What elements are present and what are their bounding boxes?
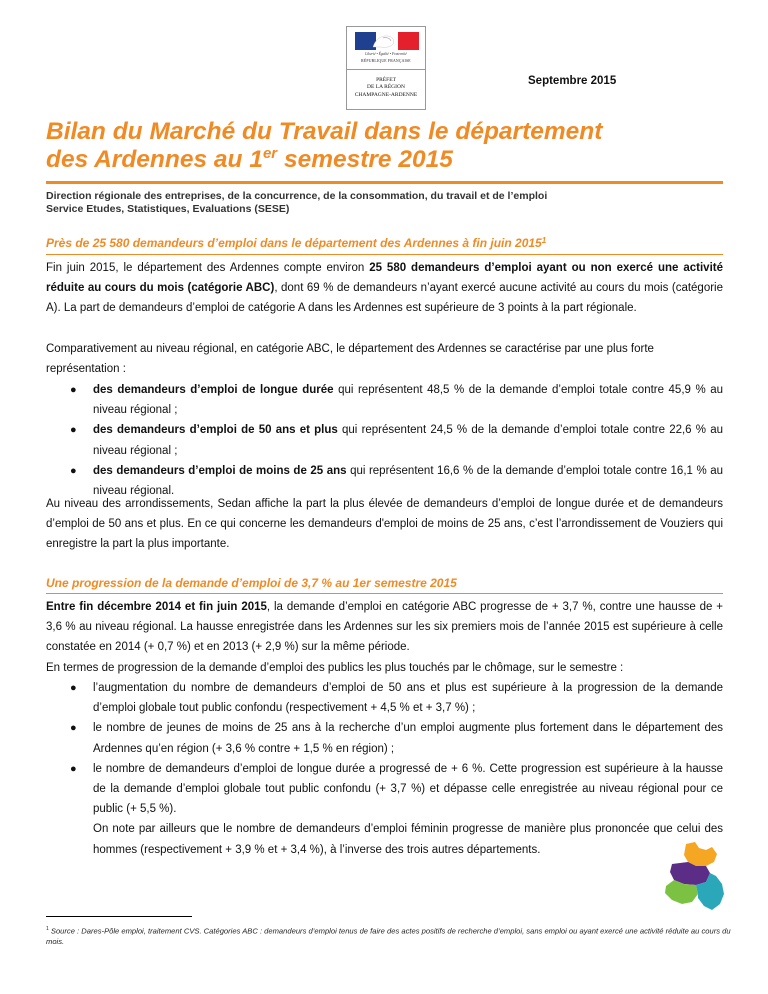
marianne-emblem — [347, 27, 425, 70]
section-2-paragraph-1 — [46, 597, 723, 658]
list-item — [46, 718, 723, 758]
section-1-heading-text: Près de 25 580 demandeurs d’emploi dans le département des Ardennes à fin juin 2015 — [46, 236, 542, 250]
directorate-block — [46, 190, 736, 216]
list-item — [46, 678, 723, 718]
footnote-ref: 1 — [541, 236, 547, 245]
prefecture-logo — [346, 26, 426, 110]
bullet-bold-text: des demandeurs d’emploi de moins de 25 ans — [93, 464, 347, 477]
title-superscript: er — [262, 145, 278, 162]
section-1-heading — [46, 236, 546, 250]
section-1-rule — [46, 254, 723, 255]
prefet-caption — [347, 77, 425, 99]
paragraph-bold-text: 25 580 demandeurs d’emploi ayant ou non exercé une activité réduite au cours du mois (catégorie ABC) — [46, 262, 723, 295]
title-underline — [46, 181, 723, 184]
champagne-ardenne-map-icon — [662, 842, 726, 912]
note-text: On note par ailleurs que le nombre de demandeurs d’emploi féminin progresse de manière plus prononcée que celui des hommes (respectivement + 3,9 % et + 3,4 %), à l’inverse des trois autres départements. — [93, 823, 723, 856]
document-title — [46, 118, 736, 174]
paragraph-text: , la demande d’emploi en catégorie ABC progresse de + 3,7 %, contre une hausse de + 3,6 % au niveau régional. La hausse enregistrée dans les Ardennes sur les six premiers mois de l’année 2015 est supérieure à celle constatée en 2014 (+ 0,7 %) et en 2013 (+ 2,9 %) sur la même période. — [46, 601, 723, 654]
prefet-line: PRÉFET — [376, 77, 396, 83]
map-ardennes — [684, 842, 717, 866]
prefet-line: CHAMPAGNE-ARDENNE — [354, 91, 418, 98]
marianne-flag-icon — [355, 32, 419, 50]
list-item — [46, 380, 723, 420]
service-name: Service Etudes, Statistiques, Evaluations (SESE) — [46, 203, 290, 215]
bullet-icon: ● — [70, 682, 77, 694]
bullet-text: qui représentent 16,6 % de la demande d’emploi totale contre 16,1 % au niveau régional. — [93, 464, 723, 498]
publication-date: Septembre 2015 — [528, 75, 617, 87]
bullet-icon: ● — [70, 424, 77, 437]
title-part-1: Bilan du Marché du Travail dans le département — [46, 118, 603, 145]
bullet-icon: ● — [70, 722, 77, 735]
paragraph-bold-text: Entre fin décembre 2014 et fin juin 2015 — [46, 601, 267, 613]
paragraph-text: Fin juin 2015, le département des Ardennes compte environ — [46, 262, 370, 274]
bullet-icon: ● — [70, 384, 77, 396]
section-1-paragraph-1 — [46, 258, 723, 319]
footnote-rule — [46, 916, 192, 917]
paragraph-text: , dont 69 % de demandeurs n’ayant exercé aucune activité au cours du mois (catégorie A). La part de demandeurs d’emploi de catégorie A dans les Ardennes est supérieure de 3 points à la part régionale. — [46, 282, 723, 315]
section-2-heading: Une progression de la demande d’emploi de 3,7 % au 1er semestre 2015 — [46, 576, 457, 590]
footnote-text: Source : Dares-Pôle emploi, traitement CVS. Catégories ABC : demandeurs d’emploi tenus de faire des actes positifs de recherche d’emploi, sans emploi ou ayant exercé une activité réduite au cours du mois. — [46, 926, 731, 947]
footnote-marker: 1 — [46, 926, 49, 932]
bullet-text: le nombre de demandeurs d’emploi de longue durée a progressé de + 6 %. Cette progression est supérieure à la hausse de la demande d’emploi globale tout public confondu (+ 3,7 %) et dépasse celle enregistrée au niveau régional pour ce public (+ 5,5 %). — [93, 762, 723, 816]
footnote — [46, 924, 736, 948]
directorate-name: Direction régionale des entreprises, de la concurrence, de la consommation, du travail et de l’emploi — [46, 190, 548, 202]
list-item — [46, 759, 723, 860]
section-1-paragraph-3: Au niveau des arrondissements, Sedan affiche la part la plus élevée de demandeurs d’emploi de longue durée et de demandeurs d’emploi de 50 ans et plus. En ce qui concerne les demandeurs d'emploi de moins de 25 ans, c’est l’arrondissement de Vouziers qui enregistre la part la plus importante. — [46, 498, 723, 551]
section-2-bullet-list — [46, 678, 723, 860]
motto-text: Liberté • Égalité • Fraternité — [365, 52, 407, 56]
bullet-text: qui représentent 24,5 % de la demande d’emploi totale contre 22,6 % au niveau régional ; — [93, 424, 724, 457]
section-1-paragraph-2: Comparativement au niveau régional, en catégorie ABC, le département des Ardennes se caractérise par une plus forte représentation : — [46, 343, 654, 376]
bullet-icon: ● — [70, 464, 77, 477]
bullet-text: l’augmentation du nombre de demandeurs d’emploi de 50 ans et plus est supérieure à la progression de la demande d’emploi globale tout public confondu (respectivement + 4,5 % et + 3,7 %) ; — [93, 682, 723, 715]
bullet-text: le nombre de jeunes de moins de 25 ans à la recherche d’un emploi augmente plus fortement dans le département des Ardennes qu’en région (+ 3,6 % contre + 1,5 % en région) ; — [93, 722, 723, 755]
prefet-line: DE LA RÉGION — [367, 84, 405, 91]
section-1-bullet-list — [46, 380, 723, 501]
bullet-bold-text: des demandeurs d’emploi de longue durée — [93, 384, 334, 396]
republique-text: RÉPUBLIQUE FRANÇAISE — [361, 59, 411, 63]
bullet-text: qui représentent 48,5 % de la demande d’emploi totale contre 45,9 % au niveau régional ; — [93, 384, 723, 417]
bullet-bold-text: des demandeurs d’emploi de 50 ans et plus — [93, 424, 338, 437]
section-2-paragraph-2: En termes de progression de la demande d’emploi des publics les plus touchés par le chômage, sur le semestre : — [46, 662, 624, 674]
list-item — [46, 420, 723, 460]
bullet-icon: ● — [70, 762, 77, 775]
section-2-rule — [46, 593, 723, 594]
title-part-2: des Ardennes au 1 — [46, 146, 263, 173]
title-part-3: semestre 2015 — [277, 146, 453, 173]
